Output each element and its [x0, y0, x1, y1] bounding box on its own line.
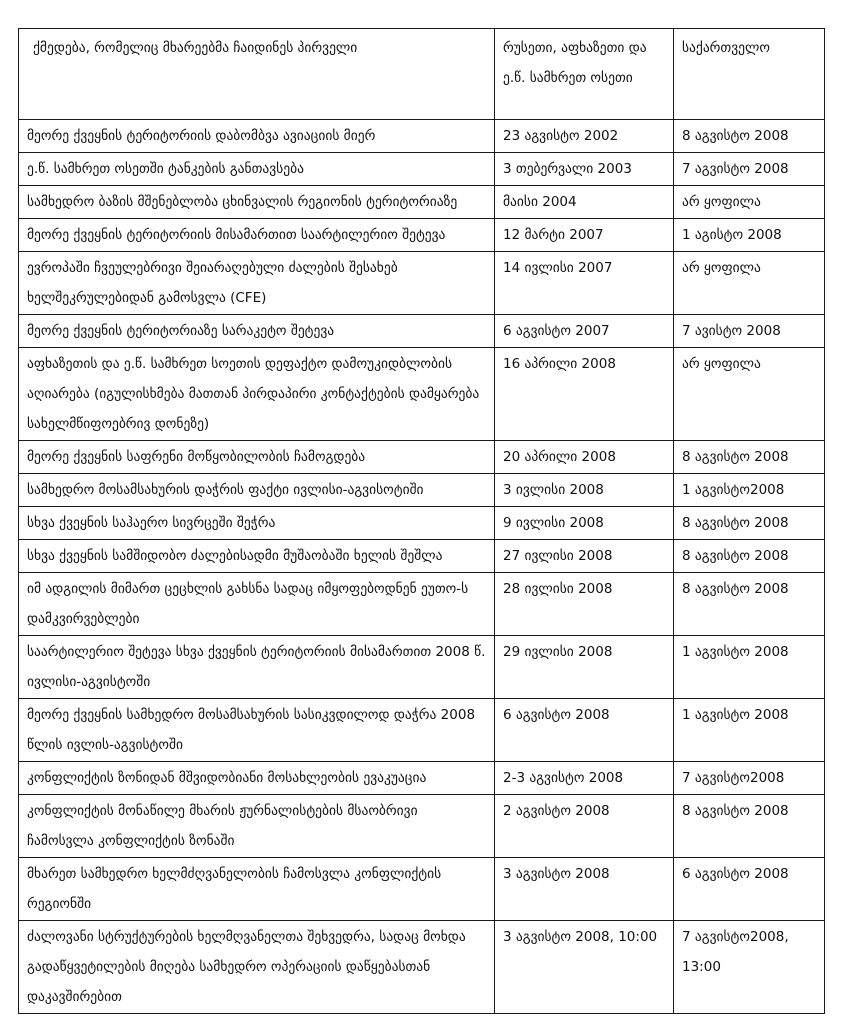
table-row [19, 540, 825, 573]
table-row [19, 636, 825, 699]
table-row [19, 186, 825, 219]
russia-date-cell: მაისი 2004 [495, 186, 674, 219]
table-row [19, 474, 825, 507]
table-row [19, 348, 825, 441]
georgia-date-cell: 1 აგვისტო 2008 [674, 699, 825, 762]
russia-date-cell: 3 თებერვალი 2003 [495, 153, 674, 186]
table-row [19, 441, 825, 474]
russia-date-cell: 2 აგვისტო 2008 [495, 795, 674, 858]
georgia-date-cell: 8 აგვისტო 2008 [674, 507, 825, 540]
table-row [19, 252, 825, 315]
table-row [19, 762, 825, 795]
action-cell: სამხედრო მოსამსახურის დაჭრის ფაქტი ივლისი-აგვისოტიში [19, 474, 495, 507]
georgia-date-cell: 8 აგვისტო 2008 [674, 540, 825, 573]
table-row [19, 858, 825, 921]
events-table [18, 28, 825, 1014]
table-row [19, 315, 825, 348]
action-cell: მხარეთ სამხედრო ხელმძღვანელობის ჩამოსვლა კონფლიქტის რეგიონში [19, 858, 495, 921]
russia-date-cell: 23 აგვისტო 2002 [495, 120, 674, 153]
action-cell: კონფლიქტის მონაწილე მხარის ჟურნალისტების მსაობრივი ჩამოსვლა კონფლიქტის ზონაში [19, 795, 495, 858]
table-row [19, 153, 825, 186]
action-cell: აფხაზეთის და ე.წ. სამხრეთ სოეთის დეფაქტო დამოუკიდბლობის აღიარება (იგულისხმება მათთან პირდაპირი კონტაქტების დამყარება სახელმწიფოებრივ დონეზე) [19, 348, 495, 441]
georgia-date-cell: 8 აგვისტო 2008 [674, 795, 825, 858]
russia-date-cell: 9 ივლისი 2008 [495, 507, 674, 540]
georgia-date-cell: 8 აგვისტო 2008 [674, 120, 825, 153]
table-row [19, 120, 825, 153]
table-header-row [19, 29, 825, 120]
russia-date-cell: 12 მარტი 2007 [495, 219, 674, 252]
georgia-date-cell: 7 ავისტო 2008 [674, 315, 825, 348]
georgia-date-cell: 6 აგვისტო 2008 [674, 858, 825, 921]
georgia-date-cell: 7 აგვისტო 2008 [674, 153, 825, 186]
russia-date-cell: 20 აპრილი 2008 [495, 441, 674, 474]
action-cell: მეორე ქვეყნის საფრენი მოწყობილობის ჩამოგდება [19, 441, 495, 474]
russia-date-cell: 3 აგვისტო 2008, 10:00 [495, 921, 674, 1014]
georgia-date-cell: 8 აგვისტო 2008 [674, 441, 825, 474]
header-georgia: საქართველო [674, 29, 825, 120]
action-cell: მეორე ქვეყნის ტერიტორიის დაბომბვა ავიაციის მიერ [19, 120, 495, 153]
georgia-date-cell: 1 აგვისტო2008 [674, 474, 825, 507]
action-cell: ე.წ. სამხრეთ ოსეთში ტანკების განთავსება [19, 153, 495, 186]
table-row [19, 573, 825, 636]
georgia-date-cell: არ ყოფილა [674, 252, 825, 315]
header-russia-side: რუსეთი, აფხაზეთი და ე.წ. სამხრეთ ოსეთი [495, 29, 674, 120]
russia-date-cell: 14 ივლისი 2007 [495, 252, 674, 315]
action-cell: საარტილერიო შეტევა სხვა ქვეყნის ტერიტორიის მისამართით 2008 წ. ივლისი-აგვისტოში [19, 636, 495, 699]
action-cell: კონფლიქტის ზონიდან მშვიდობიანი მოსახლეობის ევაკუაცია [19, 762, 495, 795]
header-action: ქმედება, რომელიც მხარეებმა ჩაიდინეს პირველი [19, 29, 495, 120]
action-cell: სხვა ქვეყნის საჰაერო სივრცეში შეჭრა [19, 507, 495, 540]
russia-date-cell: 3 ივლისი 2008 [495, 474, 674, 507]
action-cell: ძალოვანი სტრუქტურების ხელმღვანელთა შეხვედრა, სადაც მოხდა გადაწყვეტილების მიღება სამხედრო ოპერაციის დაწყებასთან დაკავშირებით [19, 921, 495, 1014]
table-row [19, 795, 825, 858]
table-row [19, 699, 825, 762]
russia-date-cell: 3 აგვისტო 2008 [495, 858, 674, 921]
action-cell: ევროპაში ჩვეულებრივი შეიარაღებული ძალების შესახებ ხელშეკრულებიდან გამოსვლა (CFE) [19, 252, 495, 315]
georgia-date-cell: არ ყოფილა [674, 186, 825, 219]
russia-date-cell: 27 ივლისი 2008 [495, 540, 674, 573]
russia-date-cell: 28 ივლისი 2008 [495, 573, 674, 636]
action-cell: მეორე ქვეყნის ტერიტორიის მისამართით საარტილერიო შეტევა [19, 219, 495, 252]
russia-date-cell: 29 ივლისი 2008 [495, 636, 674, 699]
table-row [19, 507, 825, 540]
action-cell: სხვა ქვეყნის სამშიდობო ძალებისადმი მუშაობაში ხელის შეშლა [19, 540, 495, 573]
russia-date-cell: 16 აპრილი 2008 [495, 348, 674, 441]
georgia-date-cell: 7 აგვისტო2008, 13:00 [674, 921, 825, 1014]
table-row [19, 219, 825, 252]
action-cell: სამხედრო ბაზის მშენებლობა ცხინვალის რეგიონის ტერიტორიაზე [19, 186, 495, 219]
table-row [19, 921, 825, 1014]
georgia-date-cell: 1 აგვისტო 2008 [674, 636, 825, 699]
russia-date-cell: 6 აგვისტო 2007 [495, 315, 674, 348]
georgia-date-cell: 1 აგისტო 2008 [674, 219, 825, 252]
action-cell: მეორე ქვეყნის სამხედრო მოსამსახურის სასიკვდილოდ დაჭრა 2008 წლის ივლის-აგვისტოში [19, 699, 495, 762]
russia-date-cell: 2-3 აგვისტო 2008 [495, 762, 674, 795]
georgia-date-cell: 7 აგვისტო2008 [674, 762, 825, 795]
georgia-date-cell: 8 აგვისტო 2008 [674, 573, 825, 636]
russia-date-cell: 6 აგვისტო 2008 [495, 699, 674, 762]
action-cell: იმ ადგილის მიმართ ცეცხლის გახსნა სადაც იმყოფებოდნენ ეუთო-ს დამკვირვებლები [19, 573, 495, 636]
action-cell: მეორე ქვეყნის ტერიტორიაზე სარაკეტო შეტევა [19, 315, 495, 348]
georgia-date-cell: არ ყოფილა [674, 348, 825, 441]
